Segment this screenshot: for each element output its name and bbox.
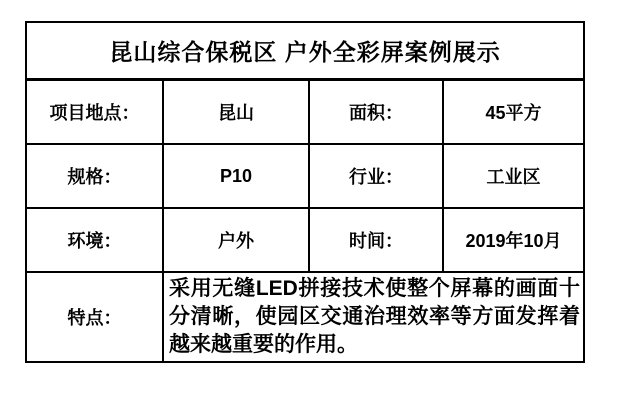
cell-time-value: 2019年10月 [443, 208, 584, 272]
cell-area-label: 面积： [309, 80, 443, 145]
cell-project-location-value: 昆山 [163, 80, 309, 145]
table-row-location-area [26, 80, 584, 145]
cell-environment-value: 户外 [163, 208, 309, 272]
cell-project-location-label: 项目地点： [26, 80, 163, 145]
table-row-features [26, 272, 584, 362]
cell-features-text: 采用无缝LED拼接技术使整个屏幕的画面十分清晰，使园区交通治理效率等方面发挥着越来越重要的作用。 [163, 272, 584, 362]
table-title: 昆山综合保税区 户外全彩屏案例展示 [26, 22, 584, 80]
table-row-environment-time [26, 208, 584, 272]
table-title-row [26, 22, 584, 80]
cell-environment-label: 环境： [26, 208, 163, 272]
cell-area-value: 45平方 [443, 80, 584, 145]
cell-features-label: 特点： [26, 272, 163, 362]
cell-time-label: 时间： [309, 208, 443, 272]
cell-industry-value: 工业区 [443, 144, 584, 208]
case-info-table [25, 21, 585, 363]
cell-industry-label: 行业： [309, 144, 443, 208]
cell-spec-label: 规格： [26, 144, 163, 208]
cell-spec-value: P10 [163, 144, 309, 208]
table-row-spec-industry [26, 144, 584, 208]
